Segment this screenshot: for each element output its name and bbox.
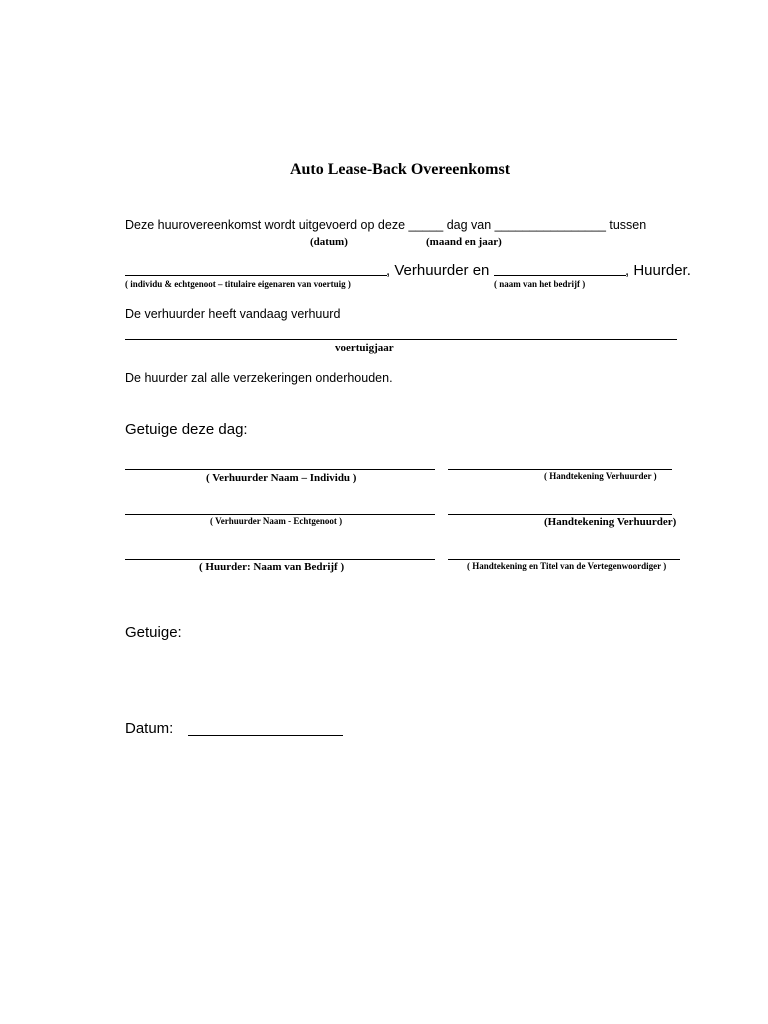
- insurance-text: De huurder zal alle verzekeringen onderhouden.: [125, 371, 393, 385]
- verhuurder-name-line[interactable]: [125, 275, 387, 276]
- signature-name-line-2[interactable]: [125, 514, 435, 515]
- vehicle-year-line[interactable]: [125, 339, 677, 340]
- huurder-name-line[interactable]: [494, 275, 626, 276]
- verhuurder-caption: ( individu & echtgenoot – titulaire eigenaren van voertuig ): [125, 279, 351, 289]
- date-line[interactable]: [188, 735, 343, 736]
- verhuurder-label: , Verhuurder en: [386, 262, 490, 279]
- maand-jaar-caption: (maand en jaar): [426, 236, 502, 248]
- signature-name-line-3[interactable]: [125, 559, 435, 560]
- signature-sign-line-1[interactable]: [448, 469, 672, 470]
- huurder-caption: ( naam van het bedrijf ): [494, 279, 586, 289]
- signature-sign-caption-2: (Handtekening Verhuurder): [544, 516, 677, 528]
- date-label: Datum:: [125, 720, 174, 737]
- signature-name-caption-3: ( Huurder: Naam van Bedrijf ): [199, 561, 345, 573]
- rental-text: De verhuurder heeft vandaag verhuurd: [125, 307, 341, 321]
- signature-name-line-1[interactable]: [125, 469, 435, 470]
- vehicle-year-caption: voertuigjaar: [335, 342, 394, 354]
- signature-sign-line-3[interactable]: [448, 559, 680, 560]
- document-title: Auto Lease-Back Overeenkomst: [289, 161, 511, 178]
- signature-sign-caption-3: ( Handtekening en Titel van de Vertegenwoordiger ): [467, 561, 667, 571]
- huurder-label: , Huurder.: [625, 262, 691, 279]
- signature-name-caption-2: ( Verhuurder Naam - Echtgenoot ): [210, 516, 343, 526]
- witness-heading: Getuige deze dag:: [125, 421, 248, 438]
- signature-sign-line-2[interactable]: [448, 514, 672, 515]
- datum-caption: (datum): [310, 236, 348, 248]
- signature-name-caption-1: ( Verhuurder Naam – Individu ): [206, 472, 357, 484]
- signature-sign-caption-1: ( Handtekening Verhuurder ): [544, 471, 657, 481]
- witness-label: Getuige:: [125, 624, 182, 641]
- agreement-intro-text: Deze huurovereenkomst wordt uitgevoerd op deze _____ dag van ________________ tussen: [125, 218, 647, 232]
